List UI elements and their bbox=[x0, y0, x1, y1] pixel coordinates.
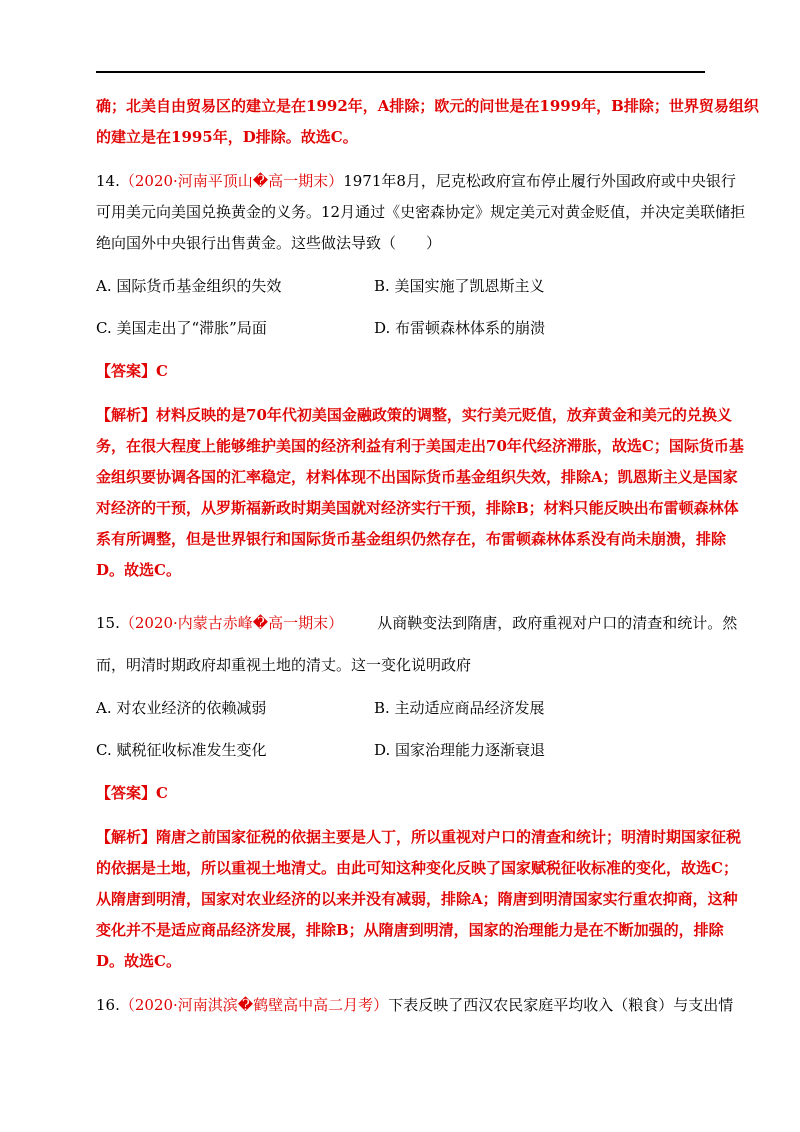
header-rule bbox=[96, 71, 705, 73]
question-stem-line: 下表反映了西汉农民家庭平均收入（粮食）与支出情 bbox=[388, 996, 734, 1014]
option-a: A. 对农业经济的依赖减弱 bbox=[96, 699, 267, 717]
explanation-line: 【解析】隋唐之前国家征税的依据主要是人丁，所以重视对户口的清查和统计；明清时期国家征税 bbox=[96, 828, 742, 846]
question-source: （2020·内蒙古赤峰�高一期末） bbox=[119, 614, 344, 632]
explanation-line: 务，在很大程度上能够维护美国的经济利益有利于美国走出70年代经济滞胀，故选C；国际货币基 bbox=[96, 437, 744, 455]
question-stem-line: 而，明清时期政府却重视土地的清丈。这一变化说明政府 bbox=[96, 656, 472, 674]
explanation-line: 金组织要协调各国的汇率稳定，材料体现不出国际货币基金组织失效，排除A；凯恩斯主义是国家 bbox=[96, 468, 738, 486]
intro-explanation-line: 的建立是在1995年，D排除。故选C。 bbox=[96, 128, 358, 146]
explanation-line: 对经济的干预，从罗斯福新政时期美国就对经济实行干预，排除B；材料只能反映出布雷顿森林体 bbox=[96, 499, 739, 517]
question-number: 16. bbox=[96, 996, 120, 1014]
explanation-line: 从隋唐到明清，国家对农业经济的以来并没有减弱，排除A；隋唐到明清国家实行重农抑商，这种 bbox=[96, 890, 738, 908]
question-stem-line: 可用美元向美国兑换黄金的义务。12月通过《史密森协定》规定美元对黄金贬值，并决定美联储拒 bbox=[96, 203, 746, 221]
answer-label: 【答案】C bbox=[96, 362, 168, 380]
question-number: 15. bbox=[96, 614, 120, 632]
explanation-line: D。故选C。 bbox=[96, 952, 181, 970]
question-14-line bbox=[96, 171, 736, 191]
question-16-line bbox=[96, 995, 733, 1015]
explanation-line: 系有所调整，但是世界银行和国际货币基金组织仍然存在，布雷顿森林体系没有尚未崩溃，排除 bbox=[96, 530, 727, 548]
explanation-line: D。故选C。 bbox=[96, 561, 181, 579]
question-source: （2020·河南淇滨�鹤壁高中高二月考） bbox=[119, 996, 389, 1014]
option-d: D. 布雷顿森林体系的崩溃 bbox=[374, 319, 546, 337]
intro-explanation-line: 确；北美自由贸易区的建立是在1992年，A排除；欧元的问世是在1999年，B排除；世界贸易组织 bbox=[96, 97, 759, 115]
question-source: （2020·河南平顶山�高一期末） bbox=[119, 172, 344, 190]
answer-label: 【答案】C bbox=[96, 784, 168, 802]
option-a: A. 国际货币基金组织的失效 bbox=[96, 277, 282, 295]
option-d: D. 国家治理能力逐渐衰退 bbox=[374, 741, 546, 759]
question-stem-line: 1971年8月，尼克松政府宣布停止履行外国政府或中央银行 bbox=[343, 172, 736, 190]
explanation-line: 【解析】材料反映的是70年代初美国金融政策的调整，实行美元贬值，放弃黄金和美元的兑换义 bbox=[96, 406, 732, 424]
explanation-line: 的依据是土地，所以重视土地清丈。由此可知这种变化反映了国家赋税征收标准的变化，故选C； bbox=[96, 859, 738, 877]
option-c: C. 美国走出了“滞胀”局面 bbox=[96, 319, 267, 337]
question-number: 14. bbox=[96, 172, 120, 190]
option-b: B. 主动适应商品经济发展 bbox=[374, 699, 545, 717]
explanation-line: 变化并不是适应商品经济发展，排除B；从隋唐到明清，国家的治理能力是在不断加强的，排除 bbox=[96, 921, 724, 939]
question-15-line bbox=[96, 613, 737, 633]
question-stem-line: 从商鞅变法到隋唐，政府重视对户口的清查和统计。然 bbox=[377, 614, 738, 632]
option-c: C. 赋税征收标准发生变化 bbox=[96, 741, 267, 759]
question-stem-line: 绝向国外中央银行出售黄金。这些做法导致（ ） bbox=[96, 234, 442, 252]
option-b: B. 美国实施了凯恩斯主义 bbox=[374, 277, 545, 295]
